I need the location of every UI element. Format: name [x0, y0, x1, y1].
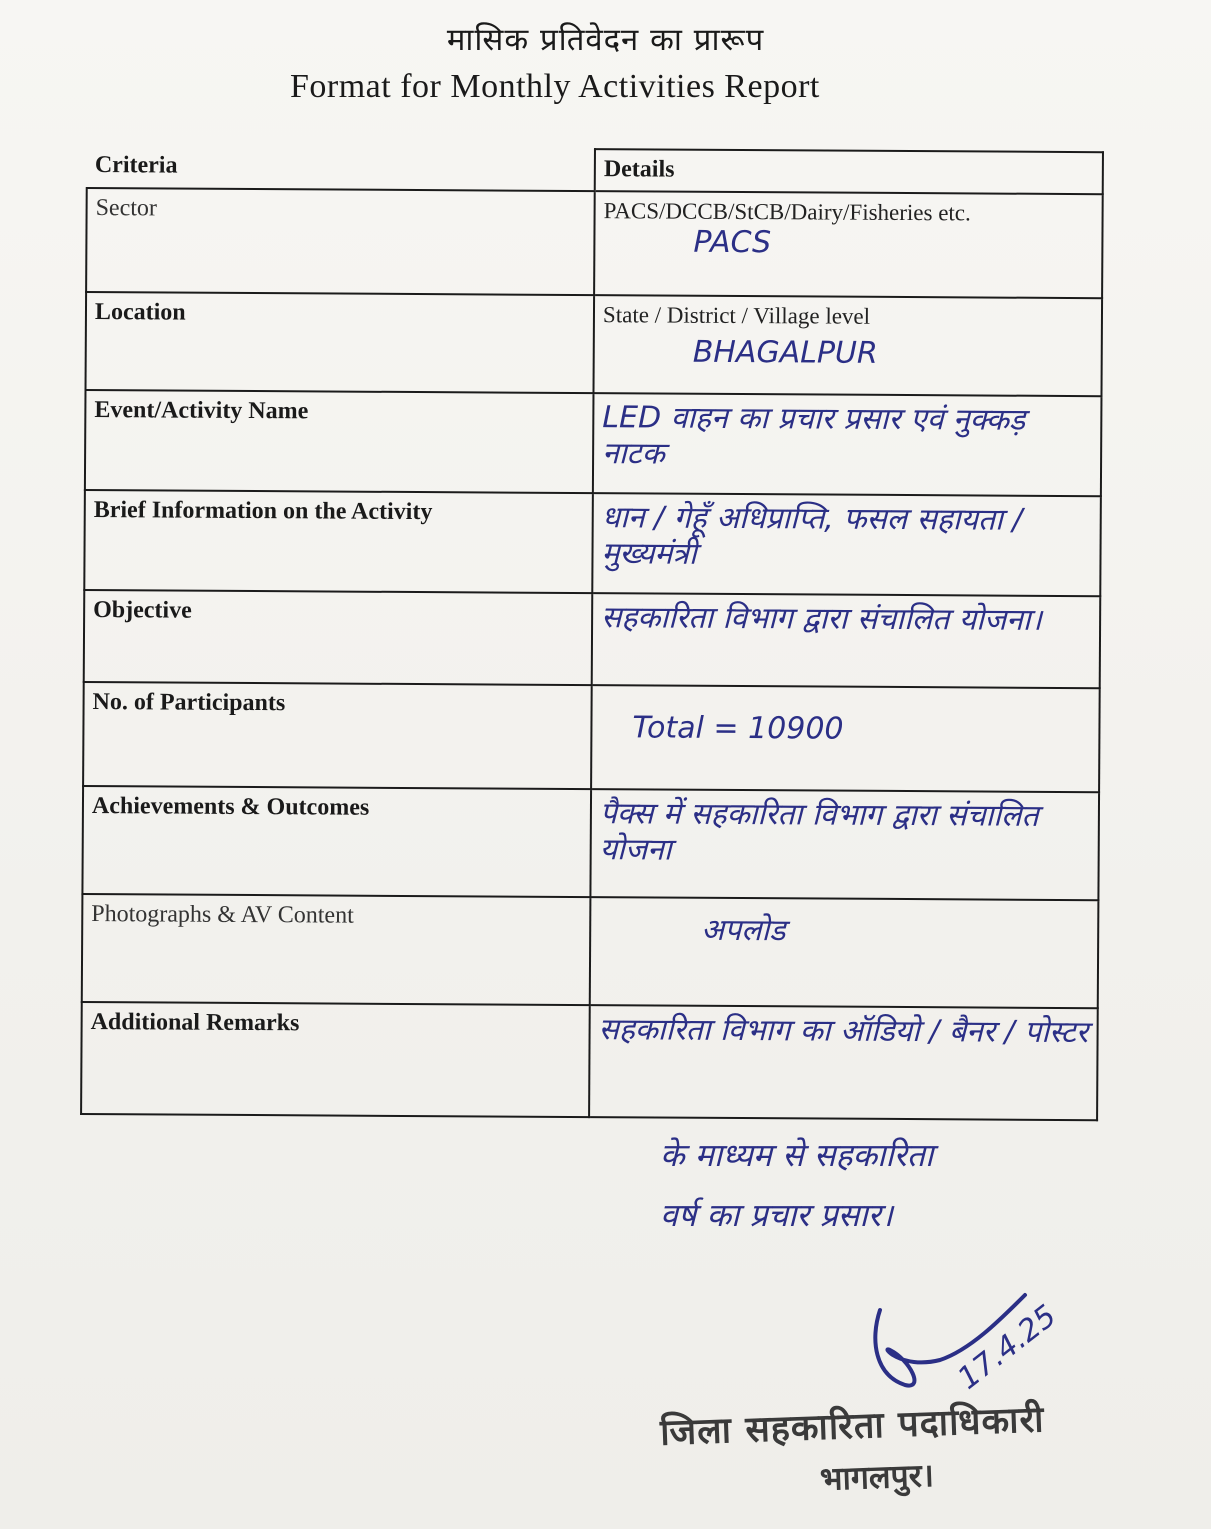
criteria-photographs: Photographs & AV Content	[82, 894, 591, 1005]
criteria-achievements: Achievements & Outcomes	[82, 786, 591, 897]
remarks-continuation-line: वर्ष का प्रचार प्रसार।	[660, 1196, 893, 1234]
table-row	[86, 292, 1103, 396]
criteria-event-name: Event/Activity Name	[85, 390, 594, 493]
table-row	[82, 786, 1099, 900]
criteria-participants: No. of Participants	[83, 682, 592, 789]
page-title-hindi: मासिक प्रतिवेदन का प्रारूप	[446, 22, 765, 58]
criteria-column-header: Criteria	[87, 146, 595, 191]
table-row	[81, 1002, 1098, 1120]
remarks-continuation	[660, 1125, 1200, 1245]
photographs-handwritten-value: अपलोड	[590, 897, 1099, 1008]
objective-handwritten-value: सहकारिता विभाग द्वारा संचालित योजना।	[592, 593, 1101, 688]
criteria-additional-remarks: Additional Remarks	[81, 1002, 590, 1117]
location-printed-options: State / District / Village level	[602, 302, 871, 329]
table-row	[85, 390, 1102, 496]
details-sector	[594, 191, 1103, 298]
details-location	[593, 295, 1102, 396]
report-table	[80, 145, 1104, 1121]
additional-remarks-handwritten-value: सहकारिता विभाग का ऑडियो / बैनर / पोस्टर	[589, 1005, 1098, 1120]
official-stamp-title: जिला सहकारिता पदाधिकारी	[659, 1399, 1046, 1454]
event-name-handwritten-value: LED वाहन का प्रचार प्रसार एवं नुक्कड़ नाटक	[593, 393, 1102, 496]
official-stamp-place: भागलपुर।	[819, 1456, 935, 1498]
criteria-objective: Objective	[84, 590, 593, 685]
details-column-header: Details	[595, 149, 1103, 194]
criteria-location: Location	[86, 292, 595, 393]
table-header-row	[87, 146, 1103, 194]
table-row	[83, 682, 1100, 792]
table-row	[84, 590, 1101, 688]
participants-handwritten-value: Total = 10900	[591, 685, 1100, 792]
brief-information-handwritten-value: धान / गेहूँ अधिप्राप्ति, फसल सहायता / मुख्यमंत्री	[592, 493, 1101, 596]
signature-date: 17.4.25	[951, 1298, 1064, 1397]
location-handwritten-value: BHAGALPUR	[692, 334, 878, 371]
table-row	[82, 894, 1099, 1008]
achievements-handwritten-value: पैक्स में सहकारिता विभाग द्वारा संचालित योजना	[590, 789, 1099, 900]
table-row	[84, 490, 1101, 596]
sector-printed-options: PACS/DCCB/StCB/Dairy/Fisheries etc.	[603, 198, 971, 226]
criteria-brief-information: Brief Information on the Activity	[84, 490, 593, 593]
criteria-sector: Sector	[86, 188, 595, 295]
page-title-english: Format for Monthly Activities Report	[290, 68, 820, 105]
sector-handwritten-value: PACS	[693, 224, 772, 261]
remarks-continuation-line: के माध्यम से सहकारिता	[660, 1136, 934, 1174]
table-row	[86, 188, 1103, 298]
